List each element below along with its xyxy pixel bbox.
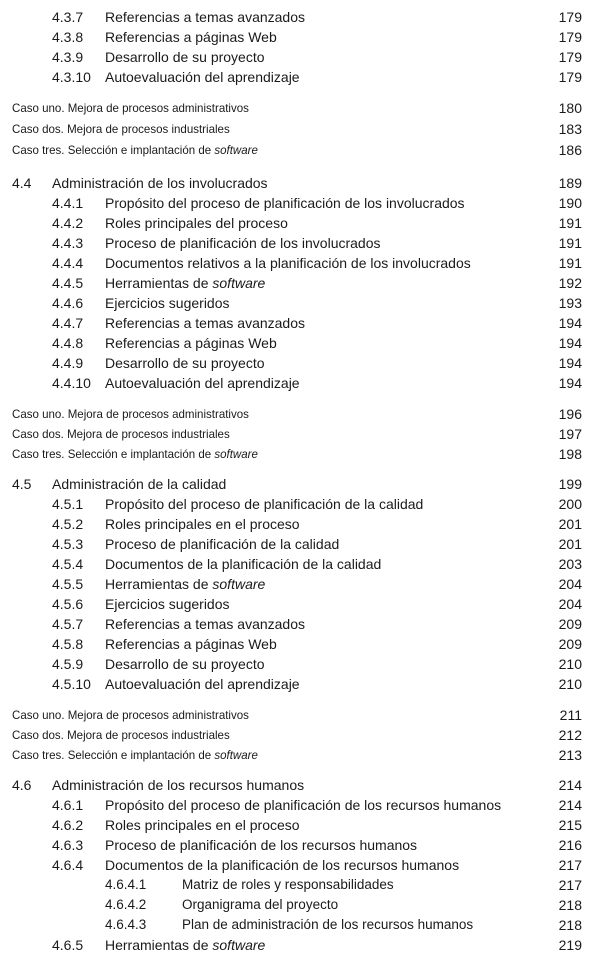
toc-entry (0, 293, 600, 313)
toc-entry (0, 594, 600, 614)
toc-entry (0, 474, 600, 494)
page-number: 191 (558, 215, 582, 231)
entry-number: 4.3.8 (52, 29, 84, 45)
entry-title: Caso dos. Mejora de procesos industriales (12, 427, 230, 441)
entry-title: Administración de la calidad (52, 476, 227, 492)
toc-entry (0, 875, 600, 895)
entry-title: Ejercicios sugeridos (105, 295, 230, 311)
toc-entry (0, 674, 600, 694)
toc-entry (0, 554, 600, 574)
entry-number: 4.5.1 (52, 496, 84, 512)
page-number: 183 (558, 121, 582, 137)
entry-title: Roles principales en el proceso (105, 817, 300, 833)
page-number: 210 (558, 676, 582, 692)
page-number: 209 (558, 636, 582, 652)
page-number: 211 (559, 707, 582, 723)
page-number: 194 (558, 335, 582, 351)
page-number: 204 (558, 576, 582, 592)
page-number: 216 (558, 837, 582, 853)
toc-entry (0, 373, 600, 393)
case-entry (0, 745, 600, 765)
toc-entry (0, 27, 600, 47)
toc-entry (0, 895, 600, 915)
entry-title-italic: software (214, 143, 258, 157)
entry-title: Caso dos. Mejora de procesos industriales (12, 122, 230, 136)
entry-number: 4.6.4 (52, 857, 84, 873)
entry-number: 4.5.5 (52, 576, 84, 592)
toc-entry (0, 7, 600, 27)
entry-number: 4.6 (12, 777, 32, 793)
toc-entry (0, 815, 600, 835)
toc-entry (0, 775, 600, 795)
entry-number: 4.3.10 (52, 69, 91, 85)
page-number: 179 (558, 29, 582, 45)
entry-number: 4.6.4.3 (105, 917, 147, 932)
entry-title: Caso tres. Selección e implantación de software (12, 143, 258, 157)
case-entry (0, 140, 600, 160)
toc-entry (0, 534, 600, 554)
entry-number: 4.4.3 (52, 235, 84, 251)
entry-title: Roles principales del proceso (105, 215, 288, 231)
entry-title: Proceso de planificación de los recursos humanos (105, 837, 418, 853)
toc-entry (0, 514, 600, 534)
entry-number: 4.4.10 (52, 375, 91, 391)
entry-title: Propósito del proceso de planificación de la calidad (105, 496, 424, 512)
page-number: 214 (558, 797, 582, 813)
toc-entry (0, 855, 600, 875)
case-entry (0, 725, 600, 745)
page-number: 213 (558, 747, 582, 763)
entry-number: 4.4.5 (52, 275, 84, 291)
entry-title: Referencias a páginas Web (105, 29, 277, 45)
entry-title: Proceso de planificación de la calidad (105, 536, 340, 552)
entry-title: Caso uno. Mejora de procesos administrativos (12, 407, 249, 421)
case-entry (0, 119, 600, 139)
case-entry (0, 705, 600, 725)
entry-number: 4.3.7 (52, 9, 84, 25)
entry-title: Administración de los recursos humanos (52, 777, 305, 793)
entry-title: Caso dos. Mejora de procesos industriales (12, 728, 230, 742)
page-number: 218 (558, 897, 582, 913)
page-number: 186 (558, 142, 582, 158)
case-entry (0, 424, 600, 444)
entry-number: 4.3.9 (52, 49, 84, 65)
page-number: 179 (558, 49, 582, 65)
entry-title: Referencias a páginas Web (105, 636, 277, 652)
toc-entry (0, 253, 600, 273)
page-number: 179 (558, 69, 582, 85)
toc-entry (0, 795, 600, 815)
entry-title-italic: software (212, 275, 266, 291)
entry-title: Desarrollo de su proyecto (105, 656, 265, 672)
page-number: 194 (558, 355, 582, 371)
entry-number: 4.5 (12, 476, 32, 492)
page-number: 210 (558, 656, 582, 672)
toc-entry (0, 233, 600, 253)
entry-number: 4.5.10 (52, 676, 91, 692)
toc-entry (0, 47, 600, 67)
page-number: 201 (558, 516, 582, 532)
entry-number: 4.5.7 (52, 616, 84, 632)
page-number: 194 (558, 315, 582, 331)
entry-title: Propósito del proceso de planificación de los recursos humanos (105, 797, 502, 813)
entry-number: 4.4.9 (52, 355, 84, 371)
entry-title-italic: software (212, 576, 266, 592)
toc-entry (0, 835, 600, 855)
page-number: 189 (558, 175, 582, 191)
entry-title: Desarrollo de su proyecto (105, 355, 265, 371)
entry-title: Caso uno. Mejora de procesos administrativos (12, 101, 249, 115)
entry-title: Referencias a temas avanzados (105, 9, 305, 25)
entry-title: Referencias a páginas Web (105, 335, 277, 351)
entry-title: Matriz de roles y responsabilidades (182, 877, 394, 892)
page-number: 194 (558, 375, 582, 391)
page-number: 212 (558, 727, 582, 743)
entry-title: Herramientas de software (105, 937, 266, 953)
entry-title: Documentos de la planificación de la calidad (105, 556, 382, 572)
entry-title: Administración de los involucrados (52, 175, 268, 191)
toc-entry (0, 574, 600, 594)
page-number: 219 (558, 937, 582, 953)
entry-title-italic: software (214, 447, 258, 461)
toc-entry (0, 935, 600, 955)
entry-title: Desarrollo de su proyecto (105, 49, 265, 65)
entry-number: 4.4 (12, 175, 32, 191)
entry-number: 4.4.6 (52, 295, 84, 311)
page-number: 193 (558, 295, 582, 311)
page-number: 201 (558, 536, 582, 552)
toc-entry (0, 273, 600, 293)
page-number: 203 (558, 556, 582, 572)
page-number: 217 (558, 877, 582, 893)
entry-title-italic: software (212, 937, 266, 953)
entry-number: 4.4.8 (52, 335, 84, 351)
page-number: 191 (558, 255, 582, 271)
entry-number: 4.5.4 (52, 556, 84, 572)
page-number: 214 (558, 777, 582, 793)
page-number: 198 (558, 446, 582, 462)
entry-number: 4.4.1 (52, 195, 84, 211)
entry-title: Caso uno. Mejora de procesos administrativos (12, 708, 249, 722)
entry-title: Propósito del proceso de planificación de los involucrados (105, 195, 465, 211)
toc-entry (0, 173, 600, 193)
entry-title: Caso tres. Selección e implantación de software (12, 748, 258, 762)
case-entry (0, 98, 600, 118)
toc-entry (0, 654, 600, 674)
page-number: 197 (558, 426, 582, 442)
entry-title: Roles principales en el proceso (105, 516, 300, 532)
entry-number: 4.4.2 (52, 215, 84, 231)
entry-number: 4.6.1 (52, 797, 84, 813)
entry-title: Caso tres. Selección e implantación de software (12, 447, 258, 461)
entry-title: Herramientas de software (105, 275, 266, 291)
entry-number: 4.5.3 (52, 536, 84, 552)
toc-entry (0, 353, 600, 373)
page-number: 217 (558, 857, 582, 873)
page-number: 204 (558, 596, 582, 612)
case-entry (0, 444, 600, 464)
entry-number: 4.6.4.2 (105, 897, 147, 912)
page-number: 180 (558, 100, 582, 116)
entry-number: 4.5.9 (52, 656, 84, 672)
page-number: 218 (558, 917, 582, 933)
page-number: 196 (558, 406, 582, 422)
entry-title: Autoevaluación del aprendizaje (105, 375, 300, 391)
page-number: 215 (558, 817, 582, 833)
entry-number: 4.5.8 (52, 636, 84, 652)
toc-entry (0, 213, 600, 233)
toc-entry (0, 193, 600, 213)
entry-number: 4.4.7 (52, 315, 84, 331)
page-number: 200 (558, 496, 582, 512)
entry-number: 4.6.3 (52, 837, 84, 853)
page-number: 191 (558, 235, 582, 251)
entry-title: Autoevaluación del aprendizaje (105, 69, 300, 85)
page-number: 209 (558, 616, 582, 632)
toc-entry (0, 494, 600, 514)
page-number: 190 (558, 195, 582, 211)
page-number: 179 (558, 9, 582, 25)
toc-entry (0, 634, 600, 654)
toc-entry (0, 313, 600, 333)
entry-title: Herramientas de software (105, 576, 266, 592)
entry-title: Ejercicios sugeridos (105, 596, 230, 612)
entry-title: Plan de administración de los recursos humanos (182, 917, 474, 932)
entry-title: Autoevaluación del aprendizaje (105, 676, 300, 692)
toc-entry (0, 333, 600, 353)
case-entry (0, 404, 600, 424)
entry-number: 4.6.2 (52, 817, 84, 833)
toc-entry (0, 67, 600, 87)
entry-title: Referencias a temas avanzados (105, 315, 305, 331)
entry-title: Documentos de la planificación de los recursos humanos (105, 857, 460, 873)
page-number: 192 (558, 275, 582, 291)
entry-number: 4.6.5 (52, 937, 84, 953)
entry-title: Proceso de planificación de los involucrados (105, 235, 381, 251)
page-number: 199 (558, 476, 582, 492)
toc-entry (0, 614, 600, 634)
entry-title: Organigrama del proyecto (182, 897, 339, 912)
entry-number: 4.5.2 (52, 516, 84, 532)
entry-title-italic: software (214, 748, 258, 762)
entry-number: 4.5.6 (52, 596, 84, 612)
toc-entry (0, 915, 600, 935)
entry-number: 4.6.4.1 (105, 877, 147, 892)
entry-title: Referencias a temas avanzados (105, 616, 305, 632)
entry-number: 4.4.4 (52, 255, 84, 271)
entry-title: Documentos relativos a la planificación de los involucrados (105, 255, 471, 271)
